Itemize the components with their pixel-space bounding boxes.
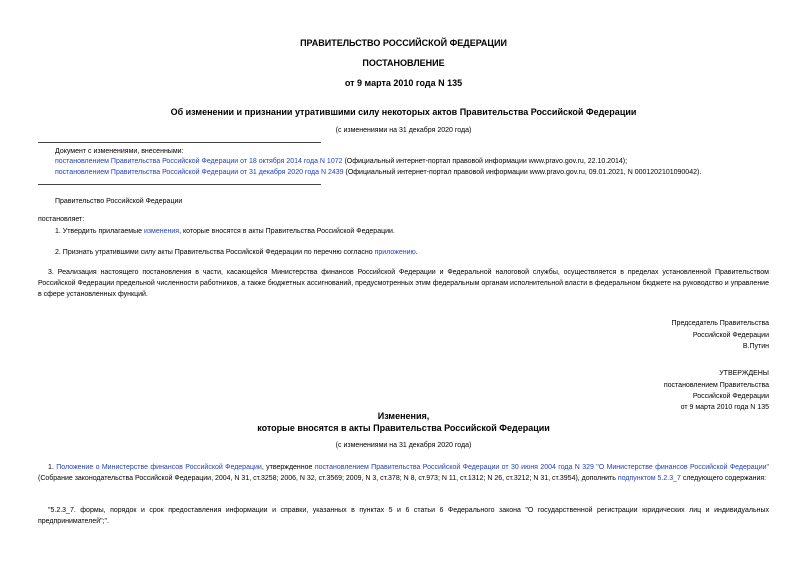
issuer-text: Правительство Российской Федерации: [55, 198, 183, 205]
changes-box-bottom-rule: [38, 184, 321, 185]
signature-org: Российской Федерации: [692, 332, 769, 339]
approved-label: УТВЕРЖДЕНЫ: [719, 370, 769, 377]
minfin-regulation-link[interactable]: Положение о Министерстве финансов Российской Федерации: [56, 464, 262, 471]
paragraph-2-end: .: [415, 249, 418, 256]
change-point-1: [38, 462, 769, 484]
quoted-amendment: "5.2.3_7. формы, порядок и срок предоставления информации и справки, указанных в пунктах 5 и 6 статьи 6 Федерального закона "О государственной регистрации юридических лиц и индивидуальных предпринимателей";".: [38, 507, 769, 525]
doc-title: Об изменении и признании утратившими силу некоторых актов Правительства Российской Федерации: [170, 107, 637, 117]
subpoint-link[interactable]: подпунктом 5.2.3_7: [617, 475, 681, 482]
doc-type-heading: ПОСТАНОВЛЕНИЕ: [362, 58, 445, 68]
government-heading: ПРАВИТЕЛЬСТВО РОССИЙСКОЙ ФЕДЕРАЦИИ: [300, 38, 507, 48]
paragraph-1-start: 1. Утвердить прилагаемые: [55, 228, 144, 235]
change-point-text: , утвержденное: [261, 464, 315, 471]
paragraph-2-start: 2. Признать утратившими силу акты Правительства Российской Федерации по перечню согласно: [55, 249, 375, 256]
paragraph-1-end: , которые вносятся в акты Правительства Российской Федерации.: [179, 228, 395, 235]
change-point-text: следующего содержания:: [680, 475, 767, 482]
change-item: [55, 157, 627, 166]
appendix-link[interactable]: приложению: [374, 249, 416, 256]
paragraph-2: [55, 248, 418, 257]
edition-note: (с изменениями на 31 декабря 2020 года): [335, 127, 472, 134]
change-item-source: (Официальный интернет-портал правовой информации www.pravo.gov.ru, 09.01.2021, N 0001202101090042).: [343, 169, 702, 176]
signature-title: Председатель Правительства: [671, 320, 769, 327]
paragraph-1: [55, 227, 395, 236]
approved-line-3: Российской Федерации: [692, 393, 769, 400]
paragraph-3: 3. Реализация настоящего постановления в части, касающейся Министерства финансов Российской Федерации и Федеральной налоговой службы, осуществляется в пределах установленной Правительством Российской Федерации предельной численности работников, а также бюджетных ассигнований, предусмотренных этим федеральным органам исполнительной власти в федеральном бюджете на руководство и управление в сфере установленных функций.: [38, 269, 769, 298]
changes-title-2: которые вносятся в акты Правительства Российской Федерации: [257, 423, 550, 433]
approved-line-2: постановлением Правительства: [663, 382, 769, 389]
change-point-number: 1.: [48, 464, 57, 471]
changes-intro: Документ с изменениями, внесенными:: [55, 148, 184, 155]
signature-name: В.Путин: [742, 343, 769, 350]
changes-edition-note: (с изменениями на 31 декабря 2020 года): [335, 442, 472, 449]
decides-text: постановляет:: [38, 216, 85, 223]
changes-link[interactable]: изменения: [143, 228, 180, 235]
amendment-link-2020[interactable]: постановлением Правительства Российской Федерации от 31 декабря 2020 года N 2439: [55, 169, 344, 176]
approved-line-4: от 9 марта 2010 года N 135: [680, 404, 769, 411]
change-item-source: (Официальный интернет-портал правовой информации www.pravo.gov.ru, 22.10.2014);: [342, 158, 628, 165]
doc-date-number: от 9 марта 2010 года N 135: [344, 78, 463, 88]
amendment-link-2014[interactable]: постановлением Правительства Российской Федерации от 18 октября 2014 года N 1072: [55, 158, 343, 165]
change-point-text: (Собрание законодательства Российской Федерации, 2004, N 31, ст.3258; 2006, N 32, ст.3569; 2009, N 3, ст.378; N 8, ст.973; N 11, ст.1312; N 26, ст.3212; N 31, ст.3954), дополнить: [38, 475, 618, 482]
changes-box-top-rule: [38, 142, 321, 143]
change-item: [55, 168, 701, 177]
resolution-329-link[interactable]: постановлением Правительства Российской Федерации от 30 июня 2004 года N 329 "О Министерстве финансов Российской Федерации": [314, 464, 770, 471]
changes-title-1: Изменения,: [377, 411, 430, 421]
